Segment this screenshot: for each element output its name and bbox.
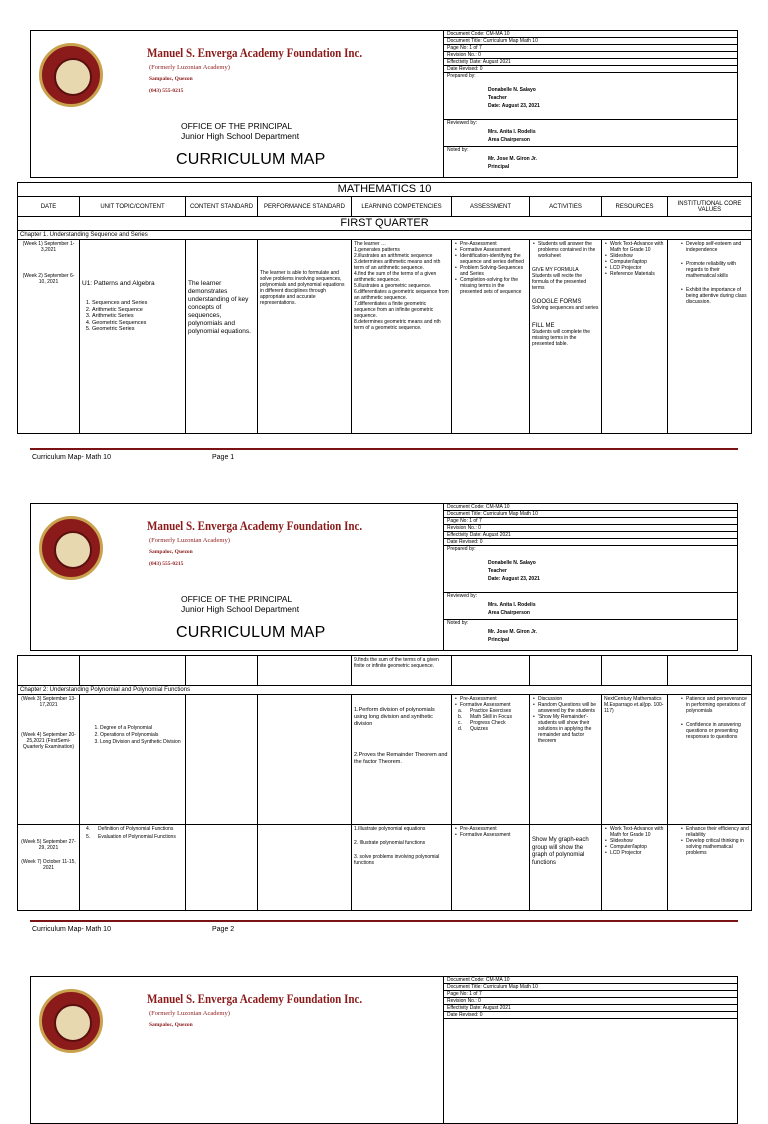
topic-list	[82, 725, 183, 746]
table-row	[18, 695, 752, 825]
date-week1: (Week 1) September 1-3,2021	[22, 241, 75, 253]
activity-heading: GOOGLE FORMS	[532, 299, 582, 305]
resources-cell	[602, 240, 668, 434]
list-item: • Slideshow	[610, 253, 665, 259]
list-item: 1.generates patterns	[354, 247, 400, 253]
list-item: • Formative Assessment	[460, 702, 527, 708]
footer-label: Curriculum Map- Math 10	[32, 454, 111, 461]
table-row	[18, 240, 752, 434]
resources-cell: NextCentury Mathematics M.Esparrago et.al(pp. 100-117)	[602, 695, 668, 825]
meta-noted	[444, 620, 737, 644]
col-resources: RESOURCES	[602, 197, 668, 217]
list-item: • Pre-Assessment	[460, 241, 527, 247]
reviewed-name: Mrs. Anita I. Rodelis	[488, 602, 536, 608]
list-item: 5.illustrates a geometric sequence.	[354, 283, 432, 289]
meta-doc-code: Document Code: CM-MA 10	[444, 31, 737, 38]
noted-role: Principal	[488, 164, 510, 170]
list-item: • Exhibit the importance of being attentive during class discussion.	[686, 287, 749, 305]
noted-label: Noted by:	[447, 620, 469, 626]
meta-noted	[444, 147, 737, 171]
footer-page: Page 1	[212, 454, 235, 461]
list-item: • 'Show My Remainder'- students will show their solutions in applying the remainder and factor theorem	[538, 714, 599, 744]
list-item: 2. Operations of Polynomials	[100, 732, 183, 739]
list-item: 3. Arithmetic Series	[92, 313, 183, 320]
school-location: Sampaloc, Quezon	[149, 76, 193, 82]
list-item: • Develop critical thinking in solving mathematical problems	[686, 838, 749, 856]
list-item: • Problem Solving-Sequences and Series	[460, 265, 527, 277]
activity-desc: Students will complete the missing terms in the presented table.	[532, 329, 591, 347]
list-item: • Random Questions will be answered by the students	[538, 702, 599, 714]
meta-revision: Revision No.: 0	[444, 52, 737, 59]
values-cell	[668, 240, 752, 434]
curriculum-table-page1	[17, 182, 752, 434]
list-item: • Reference Materials	[610, 271, 665, 277]
meta-doc-title: Document Title: Curriculum Map Math 10	[444, 511, 737, 518]
list-item: Quizzes	[470, 726, 489, 732]
footer-label: Curriculum Map- Math 10	[32, 926, 111, 933]
list-item: • Develop self-esteem and independence	[686, 241, 749, 253]
assessment-cell	[452, 240, 530, 434]
col-perf-std: PERFORMANCE STANDARD	[258, 197, 352, 217]
school-name: Manuel S. Enverga Academy Foundation Inc.	[147, 518, 363, 533]
meta-reviewed	[444, 593, 737, 620]
school-phone: (043) 555-0215	[149, 561, 184, 567]
list-item: Practice Exercises	[470, 708, 512, 714]
reviewed-role: Area Chairperson	[488, 137, 530, 143]
col-content-std: CONTENT STANDARD	[186, 197, 258, 217]
table-row	[18, 656, 752, 686]
school-block	[31, 504, 443, 650]
list-item: 1. Sequences and Series	[92, 300, 183, 307]
list-item: 2. Arithmetic Sequence	[92, 307, 183, 314]
noted-role: Principal	[488, 637, 510, 643]
list-item: • Pre-Assessment	[460, 826, 527, 832]
reviewed-label: Reviewed by:	[447, 120, 478, 126]
competencies-cell	[352, 825, 452, 911]
content-std-cell: The learner demonstrates understanding of key concepts of sequences, polynomials and polynomial equations.	[186, 240, 258, 434]
list-item: • Slideshow	[610, 838, 665, 844]
resources-cell	[602, 825, 668, 911]
list-item: • Completion-solving for the missing terms in the presented sets of sequence	[460, 277, 527, 295]
page2-header	[30, 503, 738, 651]
reviewed-label: Reviewed by:	[447, 593, 478, 599]
list-item: • Students will answer the problems contained in the worksheet	[538, 241, 599, 259]
prepared-label: Prepared by:	[447, 546, 476, 552]
school-seal-icon	[39, 989, 103, 1053]
competency-continued: 9.finds the sum of the terms of a given finite or infinite geometric sequence.	[352, 656, 452, 686]
date-week3: (Week 3) September 13-17,2021	[21, 696, 76, 708]
meta-effectivity: Effectivity Date: August 2021	[444, 532, 737, 539]
meta-date-revised: Date Revised: 0	[444, 1012, 737, 1019]
topic-num: 5.	[86, 834, 91, 840]
list-item: 7.differentiates a finite geometric sequence from an infinite geometric sequence.	[354, 301, 434, 319]
sub-letter: a.	[458, 708, 463, 714]
meta-doc-title: Document Title: Curriculum Map Math 10	[444, 38, 737, 45]
unit-name: U1: Patterns and Algebra	[82, 280, 155, 287]
list-item: • LCD Projector	[610, 850, 665, 856]
school-seal-icon	[39, 43, 103, 107]
prepared-label: Prepared by:	[447, 73, 476, 79]
meta-effectivity: Effectivity Date: August 2021	[444, 1005, 737, 1012]
list-item: Evaluation of Polynomial Functions	[98, 834, 176, 840]
list-item: 5. Geometric Series	[92, 326, 183, 333]
sub-letter: b.	[458, 714, 463, 720]
date-cell	[18, 825, 80, 911]
list-item: • Discussion	[538, 696, 599, 702]
school-block	[31, 977, 443, 1123]
school-name: Manuel S. Enverga Academy Foundation Inc.	[147, 45, 363, 60]
list-item: • Computer/laptop	[610, 259, 665, 265]
list-item: 3. Long Division and Synthetic Division	[100, 739, 183, 746]
prepared-role: Teacher	[488, 95, 507, 101]
col-unit: UNIT TOPIC/CONTENT	[80, 197, 186, 217]
school-formerly: (Formerly Luzonian Academy)	[149, 537, 230, 544]
office-title	[31, 594, 443, 614]
school-seal-icon	[39, 516, 103, 580]
document-heading: CURRICULUM MAP	[176, 624, 326, 641]
date-week4: (Week 4) September 20-25,2021 (FirstSemi-Quarterly Examination)	[21, 732, 76, 750]
school-phone: (043) 555-0215	[149, 88, 184, 94]
unit-cell	[80, 240, 186, 434]
school-formerly: (Formerly Luzonian Academy)	[149, 64, 230, 71]
list-item: • Patience and perseverance in performing operations of polynomials	[686, 696, 749, 714]
meta-date-revised: Date Revised: 0	[444, 539, 737, 546]
activities-cell: Show My graph-each group will show the graph of polynomial functions	[530, 825, 602, 911]
list-item: 1. Degree of a Polynomial	[100, 725, 183, 732]
meta-revision: Revision No.: 0	[444, 525, 737, 532]
list-item: 4.find the sum of the terms of a given arithmetic sequence.	[354, 271, 437, 283]
date-cell	[18, 240, 80, 434]
activity-heading: GIVE MY FORMULA	[532, 267, 579, 273]
noted-label: Noted by:	[447, 147, 469, 153]
page3-header	[30, 976, 738, 1124]
meta-page-no: Page No: 1 of 7	[444, 991, 737, 998]
prepared-name: Donabelle N. Salayo	[488, 87, 536, 93]
col-date: DATE	[18, 197, 80, 217]
activities-cell	[530, 240, 602, 434]
page1-footer	[32, 454, 235, 461]
noted-name: Mr. Jose M. Giron Jr.	[488, 156, 537, 162]
list-item: 1.Illustrate polynomial equations	[354, 826, 426, 832]
meta-doc-title: Document Title: Curriculum Map Math 10	[444, 984, 737, 991]
prepared-date: Date: August 23, 2021	[488, 103, 540, 109]
date-week7: (Week 7) October 11-15, 2021	[21, 859, 76, 871]
meta-doc-code: Document Code: CM-MA 10	[444, 977, 737, 984]
chapter-title: Chapter 1. Understanding Sequence and Series	[18, 231, 752, 240]
list-item: 8.determines geometric means and nth term of a geometric sequence.	[354, 319, 441, 331]
col-competencies: LEARNING COMPETENCIES	[352, 197, 452, 217]
list-item: Math Skill in Focus	[470, 714, 512, 720]
col-assessment: ASSESSMENT	[452, 197, 530, 217]
reviewed-role: Area Chairperson	[488, 610, 530, 616]
list-item: • Identification-identifying the sequence and series defined	[460, 253, 527, 265]
meta-prepared	[444, 546, 737, 593]
activities-cell	[530, 695, 602, 825]
sub-letter: c.	[458, 720, 462, 726]
activity-heading: FILL ME	[532, 323, 555, 329]
meta-doc-code: Document Code: CM-MA 10	[444, 504, 737, 511]
col-core-values: INSTITUTIONAL CORE VALUES	[668, 197, 752, 217]
date-week2: (Week 2) September 6-10, 2021	[22, 273, 75, 285]
perf-std-cell: The learner is able to formulate and solve problems involving sequences, polynomials and polynomial equations in different disciplines through appropriate and accurate representations.	[258, 240, 352, 434]
list-item: • Computer/laptop	[610, 844, 665, 850]
department-name: Junior High School Department	[181, 131, 300, 141]
list-item: • Pre-Assessment	[460, 696, 527, 702]
school-name: Manuel S. Enverga Academy Foundation Inc.	[147, 991, 363, 1006]
list-item: • Enhance their efficiency and reliability	[686, 826, 749, 838]
list-item: • Confidence in answering questions or presenting responses to questions	[686, 722, 749, 740]
prepared-date: Date: August 23, 2021	[488, 576, 540, 582]
footer-page: Page 2	[212, 926, 235, 933]
values-cell	[668, 695, 752, 825]
meta-prepared	[444, 73, 737, 120]
competencies-cell	[352, 695, 452, 825]
office-title	[31, 121, 443, 141]
footer-divider	[30, 920, 738, 922]
competencies-cell	[352, 240, 452, 434]
list-item: • Formative Assessment	[460, 247, 527, 253]
date-cell	[18, 695, 80, 825]
list-item: 6.differentiates a geometric sequence from an arithmetic sequence.	[354, 289, 449, 301]
topic-num: 4.	[86, 826, 91, 832]
office-name: OFFICE OF THE PRINCIPAL	[181, 121, 293, 131]
prepared-name: Donabelle N. Salayo	[488, 560, 536, 566]
unit-cell	[80, 695, 186, 825]
assessment-cell	[452, 695, 530, 825]
meta-date-revised: Date Revised: 0	[444, 66, 737, 73]
list-item: • Formative Assessment	[460, 832, 527, 838]
list-item: 3.determines arithmetic means and nth term of an arithmetic sequence.	[354, 259, 441, 271]
table-row	[18, 825, 752, 911]
document-heading: CURRICULUM MAP	[176, 151, 326, 168]
assessment-cell	[452, 825, 530, 911]
subject-title: MATHEMATICS 10	[18, 183, 752, 197]
list-item: • Work Text-Advance with Math for Grade 10	[610, 241, 665, 253]
document-meta	[443, 977, 737, 1123]
date-week5: (Week 5) September 27-29, 2021	[21, 839, 76, 851]
list-item: 2.illustrates an arithmetic sequence	[354, 253, 433, 259]
activity-desc: Solving sequences and series	[532, 305, 599, 311]
list-item: 1.Perform division of polynomials using long division and synthetic division	[354, 707, 435, 727]
school-block	[31, 31, 443, 177]
list-item: 4. Geometric Sequences	[92, 320, 183, 327]
quarter-title: FIRST QUARTER	[18, 217, 752, 231]
activity-desc: Students will recite the formula of the presented terms	[532, 273, 587, 291]
meta-revision: Revision No.: 0	[444, 998, 737, 1005]
list-item: 3. solve problems involving polynomial functions	[354, 854, 440, 866]
list-item: Progress Check	[470, 720, 506, 726]
school-formerly: (Formerly Luzonian Academy)	[149, 1010, 230, 1017]
document-meta	[443, 31, 737, 177]
department-name: Junior High School Department	[181, 604, 300, 614]
office-name: OFFICE OF THE PRINCIPAL	[181, 594, 293, 604]
footer-divider	[30, 448, 738, 450]
unit-cell	[80, 825, 186, 911]
reviewed-name: Mrs. Anita I. Rodelis	[488, 129, 536, 135]
list-item: Definition of Polynomial Functions	[98, 826, 174, 832]
list-item: • Work Text-Advance with Math for Grade 10	[610, 826, 665, 838]
list-item: The learner …	[354, 241, 386, 247]
list-item: • Promote reliability with regards to their mathematical skills	[686, 261, 749, 279]
values-cell	[668, 825, 752, 911]
sub-letter: d.	[458, 726, 463, 732]
curriculum-table-page2	[17, 655, 752, 911]
school-location: Sampaloc, Quezon	[149, 1022, 193, 1028]
col-activities: ACTIVITIES	[530, 197, 602, 217]
noted-name: Mr. Jose M. Giron Jr.	[488, 629, 537, 635]
list-item: • LCD Projector	[610, 265, 665, 271]
meta-effectivity: Effectivity Date: August 2021	[444, 59, 737, 66]
chapter-title: Chapter 2: Understanding Polynomial and Polynomial Functions	[18, 686, 752, 695]
list-item: 2.Proves the Remainder Theorem and the factor Theorem.	[354, 752, 448, 765]
prepared-role: Teacher	[488, 568, 507, 574]
document-meta	[443, 504, 737, 650]
topic-list	[82, 300, 183, 333]
page1-header	[30, 30, 738, 178]
page2-footer	[32, 926, 235, 933]
school-location: Sampaloc, Quezon	[149, 549, 193, 555]
meta-page-no: Page No: 1 of 7	[444, 518, 737, 525]
meta-page-no: Page No: 1 of 7	[444, 45, 737, 52]
list-item: 2. Illustrate polynomial functions	[354, 840, 426, 846]
meta-reviewed	[444, 120, 737, 147]
